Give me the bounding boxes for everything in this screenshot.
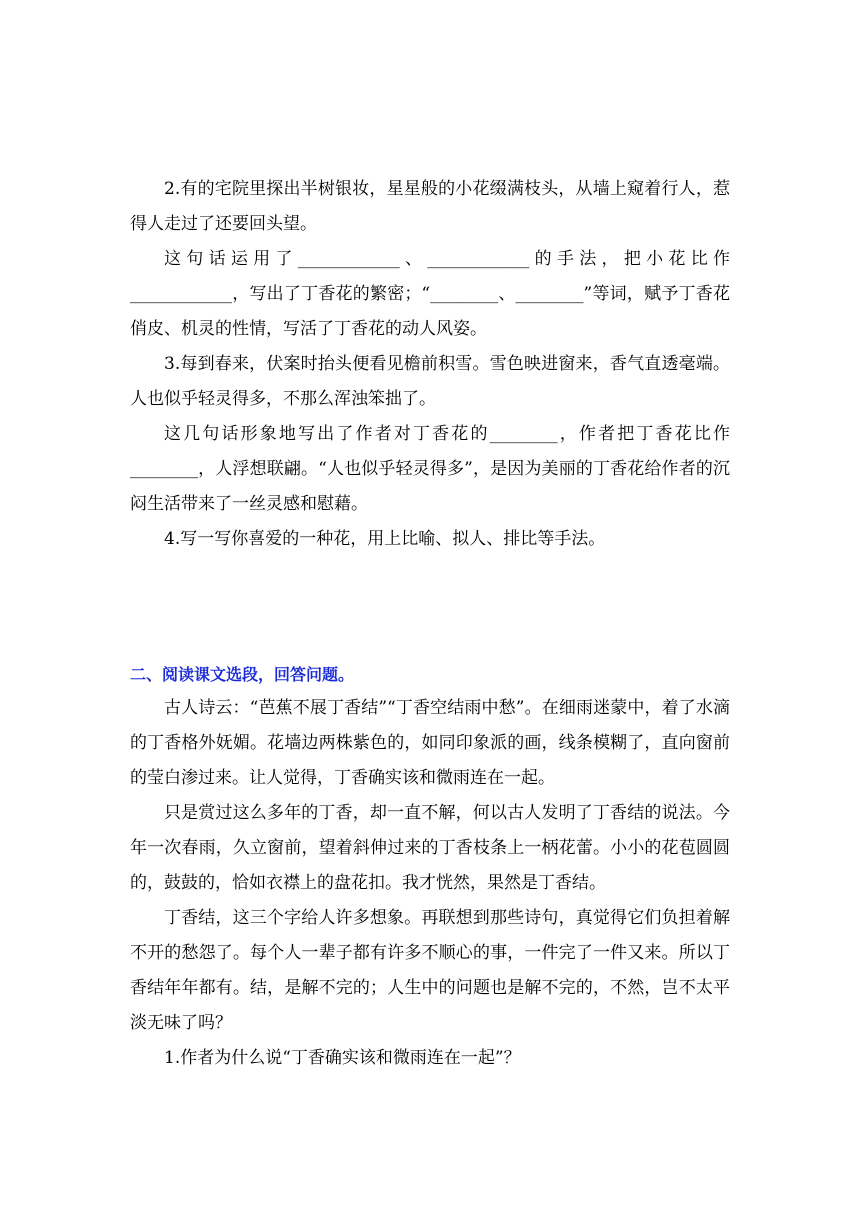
- document-content: [130, 172, 730, 1076]
- question-3: 3.每到春来，伏案时抬头便看见檐前积雪。雪色映进窗来，香气直透毫端。人也似乎轻灵得多，不那么浑浊笨拙了。: [130, 354, 730, 409]
- passage-question-1: 1.作者为什么说“丁香确实该和微雨连在一起”？: [164, 1048, 521, 1068]
- section-heading: 二、阅读课文选段，回答问题。: [130, 665, 355, 684]
- question-4: 4.写一写你喜爱的一种花，用上比喻、拟人、排比等手法。: [164, 529, 606, 549]
- answer-space: [130, 557, 730, 659]
- passage-paragraph-2: 只是赏过这么多年的丁香，却一直不解，何以古人发明了丁香结的说法。今年一次春雨，久立窗前，望着斜伸过来的丁香枝条上一柄花蕾。小小的花苞圆圆的，鼓鼓的，恰如衣襟上的盘花扣。我才恍然，果然是丁香结。: [130, 803, 730, 893]
- question-2: 2.有的宅院里探出半树银妆，星星般的小花缀满枝头，从墙上窥着行人，惹得人走过了还要回头望。: [130, 179, 730, 234]
- reading-passage: [130, 691, 730, 1076]
- passage-paragraph-3: 丁香结，这三个字给人许多想象。再联想到那些诗句，真觉得它们负担着解不开的愁怨了。每个人一辈子都有许多不顺心的事，一件完了一件又来。所以丁香结年年都有。结，是解不完的；人生中的问题也是解不完的，不然，岂不太平淡无味了吗？: [130, 908, 730, 1033]
- question-3-fill-blank: 这几句话形象地写出了作者对丁香花的________，作者把丁香花比作________，人浮想联翩。“人也似乎轻灵得多”，是因为美丽的丁香花给作者的沉闷生活带来了一丝灵感和慰藉。: [130, 424, 730, 514]
- passage-paragraph-1: 古人诗云：“芭蕉不展丁香结”“丁香空结雨中愁”。在细雨迷蒙中，着了水滴的丁香格外妩媚。花墙边两株紫色的，如同印象派的画，线条模糊了，直向窗前的莹白渗过来。让人觉得，丁香确实该和微雨连在一起。: [130, 698, 730, 788]
- question-2-fill-blank: 这句话运用了____________、____________的手法，把小花比作____________，写出了丁香花的繁密；“________、________”等词，赋予丁香花俏皮、机灵的性情，写活了丁香花的动人风姿。: [130, 249, 730, 339]
